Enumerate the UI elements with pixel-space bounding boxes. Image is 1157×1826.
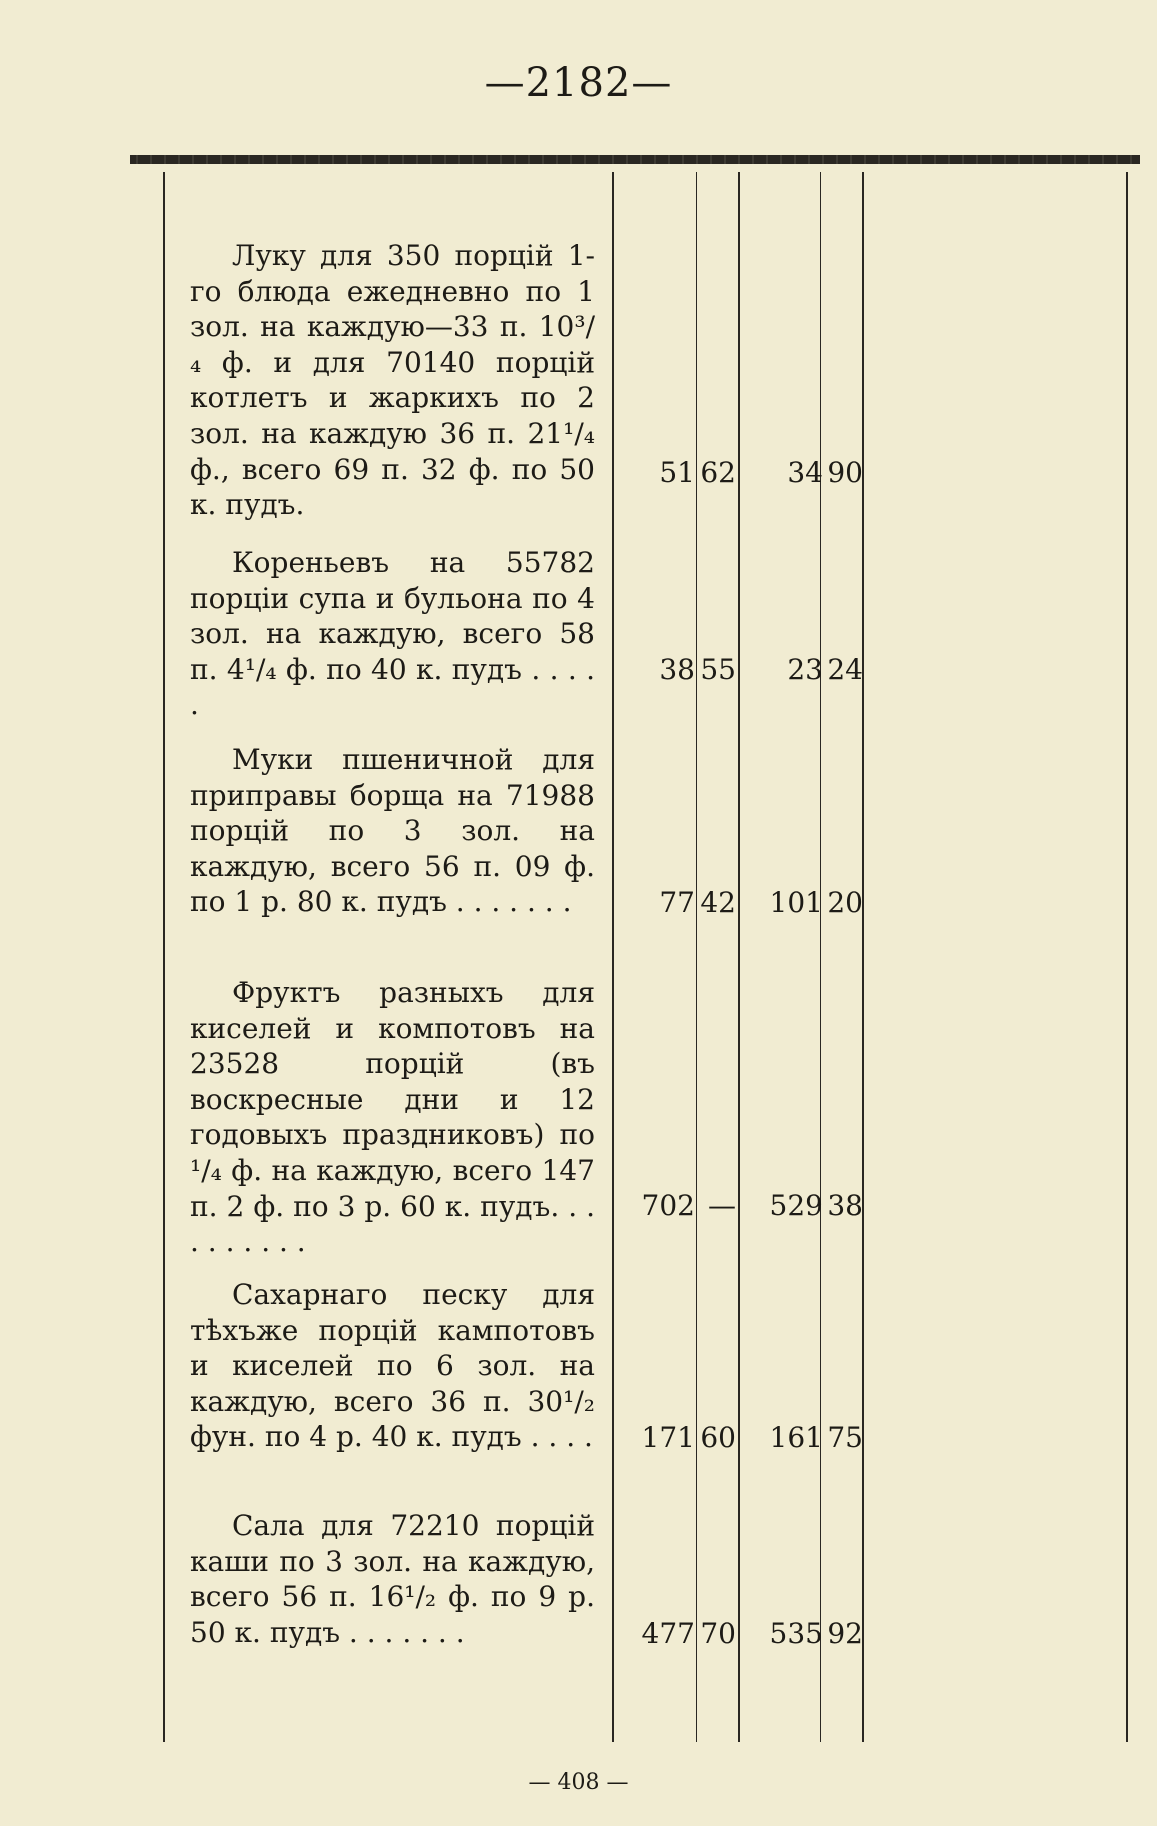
entry-paragraph: Сала для 72210 порцій каши по 3 зол. на каждую, всего 56 п. 16¹/₂ ф. по 9 р. 50 к. пудъ . . . . . . . — [190, 1509, 595, 1649]
amount-rubles-1: 171 — [641, 1421, 695, 1454]
amount-kopecks-1: 60 — [700, 1421, 736, 1454]
table-rule-kop1 — [696, 172, 697, 1742]
entry-text — [190, 545, 595, 723]
entry-text — [190, 1277, 595, 1455]
amount-rubles-2: 535 — [769, 1617, 823, 1650]
amount-rubles-1: 51 — [659, 456, 695, 489]
entry-paragraph: Муки пшеничной для приправы борща на 71988 порцій по 3 зол. на каждую, всего 56 п. 09 ф. по 1 р. 80 к. пудъ . . . . . . . — [190, 743, 595, 919]
table-rule-kop2 — [820, 172, 821, 1742]
footer-sheet-number: — 408 — — [528, 1770, 629, 1795]
amount-kopecks-2: 90 — [827, 456, 863, 489]
amount-kopecks-2: 20 — [827, 886, 863, 919]
header-rule — [130, 155, 1140, 164]
entry-text — [190, 975, 595, 1260]
amount-rubles-2: 101 — [769, 886, 823, 919]
amount-rubles-1: 77 — [659, 886, 695, 919]
table-border-left — [163, 172, 165, 1742]
entry-paragraph: Луку для 350 порцій 1-го блюда ежедневно по 1 зол. на каждую—33 п. 10³/₄ ф. и для 70140 порцій котлетъ и жаркихъ по 2 зол. на каждую 36 п. 21¹/₄ ф., всего 69 п. 32 ф. по 50 к. пудъ. — [190, 239, 595, 522]
entry-text — [190, 1508, 595, 1650]
table-rule-col3 — [862, 172, 864, 1742]
amount-rubles-1: 38 — [659, 653, 695, 686]
amount-rubles-2: 23 — [787, 653, 823, 686]
amount-kopecks-2: 38 — [827, 1189, 863, 1222]
amount-kopecks-1: 42 — [700, 886, 736, 919]
entry-text — [190, 742, 595, 920]
amount-rubles-2: 529 — [769, 1189, 823, 1222]
amount-rubles-1: 477 — [641, 1617, 695, 1650]
amount-kopecks-2: 92 — [827, 1617, 863, 1650]
amount-rubles-2: 161 — [769, 1421, 823, 1454]
amount-rubles-2: 34 — [787, 456, 823, 489]
table-rule-text — [612, 172, 614, 1742]
entry-paragraph: Кореньевъ на 55782 порціи супа и бульона по 4 зол. на каждую, всего 58 п. 4¹/₄ ф. по 40 к. пудъ . . . . . — [190, 546, 595, 722]
page-number: —2182— — [484, 60, 673, 106]
entry-paragraph: Сахарнаго песку для тѣхъже порцій кампотовъ и киселей по 6 зол. на каждую, всего 36 п. 30¹/₂ фун. по 4 р. 40 к. пудъ . . . . — [190, 1278, 595, 1454]
amount-kopecks-1: 55 — [700, 653, 736, 686]
amount-kopecks-1: — — [708, 1189, 736, 1222]
amount-kopecks-2: 75 — [827, 1421, 863, 1454]
amount-kopecks-1: 62 — [700, 456, 736, 489]
amount-rubles-1: 702 — [641, 1189, 695, 1222]
entry-text — [190, 238, 595, 523]
amount-kopecks-1: 70 — [700, 1617, 736, 1650]
table-rule-col2 — [738, 172, 740, 1742]
entry-paragraph: Фруктъ разныхъ для киселей и компотовъ на 23528 порцій (въ воскресные дни и 12 годовыхъ праздниковъ) по ¹/₄ ф. на каждую, всего 147 п. 2 ф. по 3 р. 60 к. пудъ. . . . . . . . . . — [190, 976, 595, 1259]
amount-kopecks-2: 24 — [827, 653, 863, 686]
table-border-right — [1126, 172, 1128, 1742]
